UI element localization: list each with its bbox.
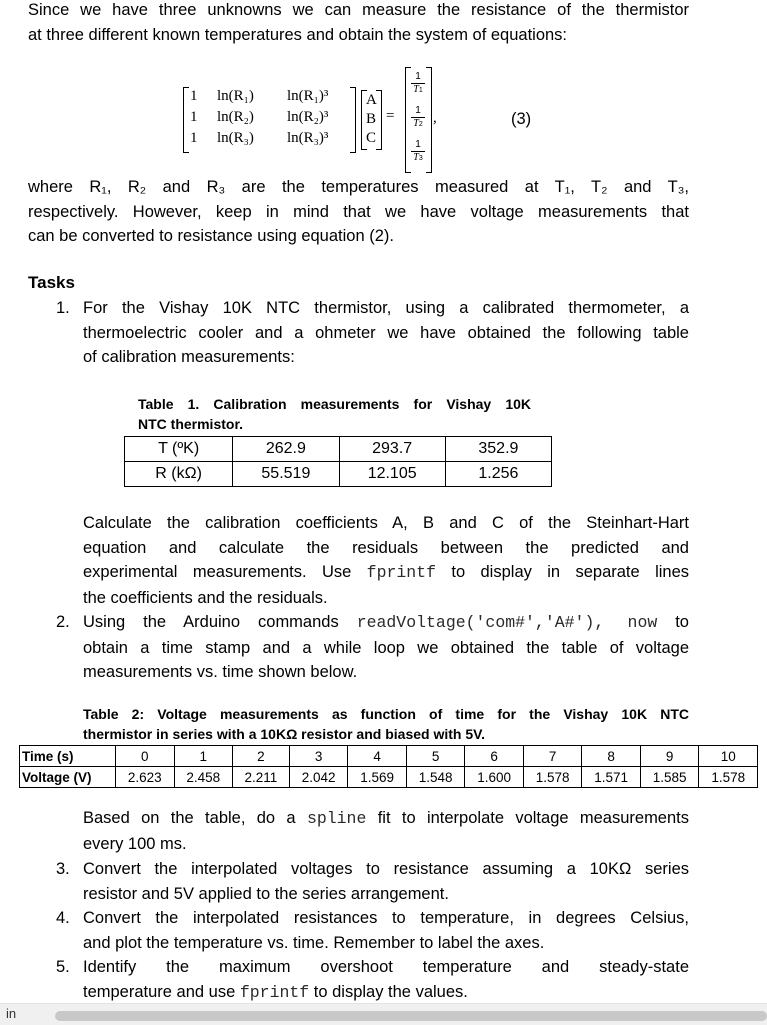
unit-label: in: [6, 1006, 17, 1021]
rhs-fraction-1: 1 T1: [411, 72, 425, 96]
task4-number: 4.: [56, 909, 70, 927]
matrix-cell: ln(R₂): [217, 109, 254, 125]
table1-cell: 12.105: [339, 462, 445, 487]
table2-cell: 0: [116, 746, 175, 767]
unknown-c: C: [366, 130, 377, 146]
unknown-a: A: [366, 92, 377, 108]
table2-cell: 5: [406, 746, 465, 767]
table2-cell: 1.548: [406, 767, 465, 788]
table1: [124, 436, 552, 487]
task4-text: Convert the interpolated resistances to temperature, in degrees Celsius, and plot the temperature vs. time. Remember to label the axes.: [83, 909, 689, 952]
task5-text: Identify the maximum overshoot temperature and steady-state temperature and use fprintf to display the values.: [83, 958, 689, 1002]
table2-voltage-label: Voltage (V): [20, 767, 116, 788]
intro-line: at three different known temperatures and obtain the system of equations:: [28, 25, 568, 44]
table2-cell: 1.578: [699, 767, 758, 788]
matrix-cell: 1: [190, 109, 198, 125]
task1-instructions: Calculate the calibration coefficients A, B and C of the Steinhart-Hart equation and calculate the residuals between the predicted and experimental measurements. Use fprintf to display in separate lines the coefficients and the residuals.: [83, 514, 689, 607]
rhs-right-bracket: [426, 67, 432, 173]
table1-cell: 55.519: [233, 462, 339, 487]
table1-cell: 1.256: [445, 462, 551, 487]
table2-row-time: [20, 746, 758, 767]
table2-cell: 1.578: [523, 767, 582, 788]
matrix-cell: ln(R₁): [217, 88, 254, 104]
task2-instructions: Based on the table, do a spline fit to interpolate voltage measurements every 100 ms.: [83, 809, 689, 853]
table2-cell: 2: [233, 746, 290, 767]
table2-cell: 2.458: [174, 767, 233, 788]
table2: [19, 745, 758, 788]
table1-cell: 293.7: [339, 437, 445, 462]
where-line: can be converted to resistance using equation (2).: [28, 227, 394, 245]
task1-number: 1.: [56, 299, 70, 317]
table2-cell: 1.571: [582, 767, 641, 788]
matrix-cell: 1: [190, 88, 198, 104]
tasks-heading: Tasks: [28, 273, 75, 292]
matrix-cell: ln(R₁)³: [287, 88, 329, 104]
table2-cell: 8: [582, 746, 641, 767]
table2-cell: 2.042: [289, 767, 348, 788]
table2-cell: 1.585: [640, 767, 699, 788]
table1-row-resistance: [125, 462, 552, 487]
task3-number: 3.: [56, 860, 70, 878]
table1-cell: 352.9: [445, 437, 551, 462]
table2-cell: 9: [640, 746, 699, 767]
table2-cell: 1.600: [465, 767, 524, 788]
where-paragraph: [28, 175, 689, 249]
unknown-b: B: [366, 111, 377, 127]
table2-cell: 10: [699, 746, 758, 767]
matrix-cell: ln(R₃): [217, 130, 254, 146]
rhs-fraction-3: 1 T3: [411, 140, 425, 164]
table2-cell: 1: [174, 746, 233, 767]
equation-comma: ,: [433, 110, 437, 126]
matrix-cell: 1: [190, 130, 198, 146]
table1-row-temperature: [125, 437, 552, 462]
table2-cell: 6: [465, 746, 524, 767]
table2-cell: 3: [289, 746, 348, 767]
equation-number: (3): [511, 110, 532, 128]
task2-number: 2.: [56, 613, 70, 631]
table2-cell: 4: [348, 746, 407, 767]
matrix-left-bracket: [183, 87, 189, 153]
task5-number: 5.: [56, 958, 70, 976]
task1-text: For the Vishay 10K NTC thermistor, using a calibrated thermometer, a thermoelectric cooler and a ohmeter we have obtained the following table of calibration measurements:: [83, 299, 689, 366]
table2-cell: 2.211: [233, 767, 290, 788]
intro-paragraph: [28, 0, 689, 47]
rhs-fraction-2: 1 T2: [411, 106, 425, 130]
vector-right-bracket: [376, 90, 382, 150]
table1-cell: R (kΩ): [125, 462, 233, 487]
table1-caption: Table 1. Calibration measurements for Vishay 10K NTC thermistor.: [138, 396, 531, 432]
matrix-cell: ln(R₃)³: [287, 130, 329, 146]
table1-cell: T (ºK): [125, 437, 233, 462]
matrix-cell: ln(R₂)³: [287, 109, 329, 125]
horizontal-scrollbar[interactable]: [55, 1011, 767, 1021]
intro-line: Since we have three unknowns we can measure the resistance of the thermistor: [28, 1, 689, 19]
table2-caption: Table 2: Voltage measurements as function of time for the Vishay 10K NTC thermistor in series with a 10KΩ resistor and biased with 5V.: [83, 706, 689, 742]
where-line: where R₁, R₂ and R₃ are the temperatures measured at T₁, T₂ and T₃,: [28, 178, 689, 196]
where-line: respectively. However, keep in mind that we have voltage measurements that: [28, 202, 689, 221]
bottom-bar: [0, 1003, 767, 1025]
matrix-right-bracket: [350, 87, 356, 153]
table2-cell: 1.569: [348, 767, 407, 788]
table2-time-label: Time (s): [20, 746, 116, 767]
task2-text: Using the Arduino commands readVoltage('com#','A#'), now to obtain a time stamp and a while loop we obtained the table of voltage measurements vs. time shown below.: [83, 613, 689, 681]
table1-cell: 262.9: [233, 437, 339, 462]
table2-cell: 2.623: [116, 767, 175, 788]
task3-text: Convert the interpolated voltages to resistance assuming a 10KΩ series resistor and 5V applied to the series arrangement.: [83, 860, 689, 903]
table2-cell: 7: [523, 746, 582, 767]
equals-sign: =: [386, 108, 395, 124]
table2-row-voltage: [20, 767, 758, 788]
